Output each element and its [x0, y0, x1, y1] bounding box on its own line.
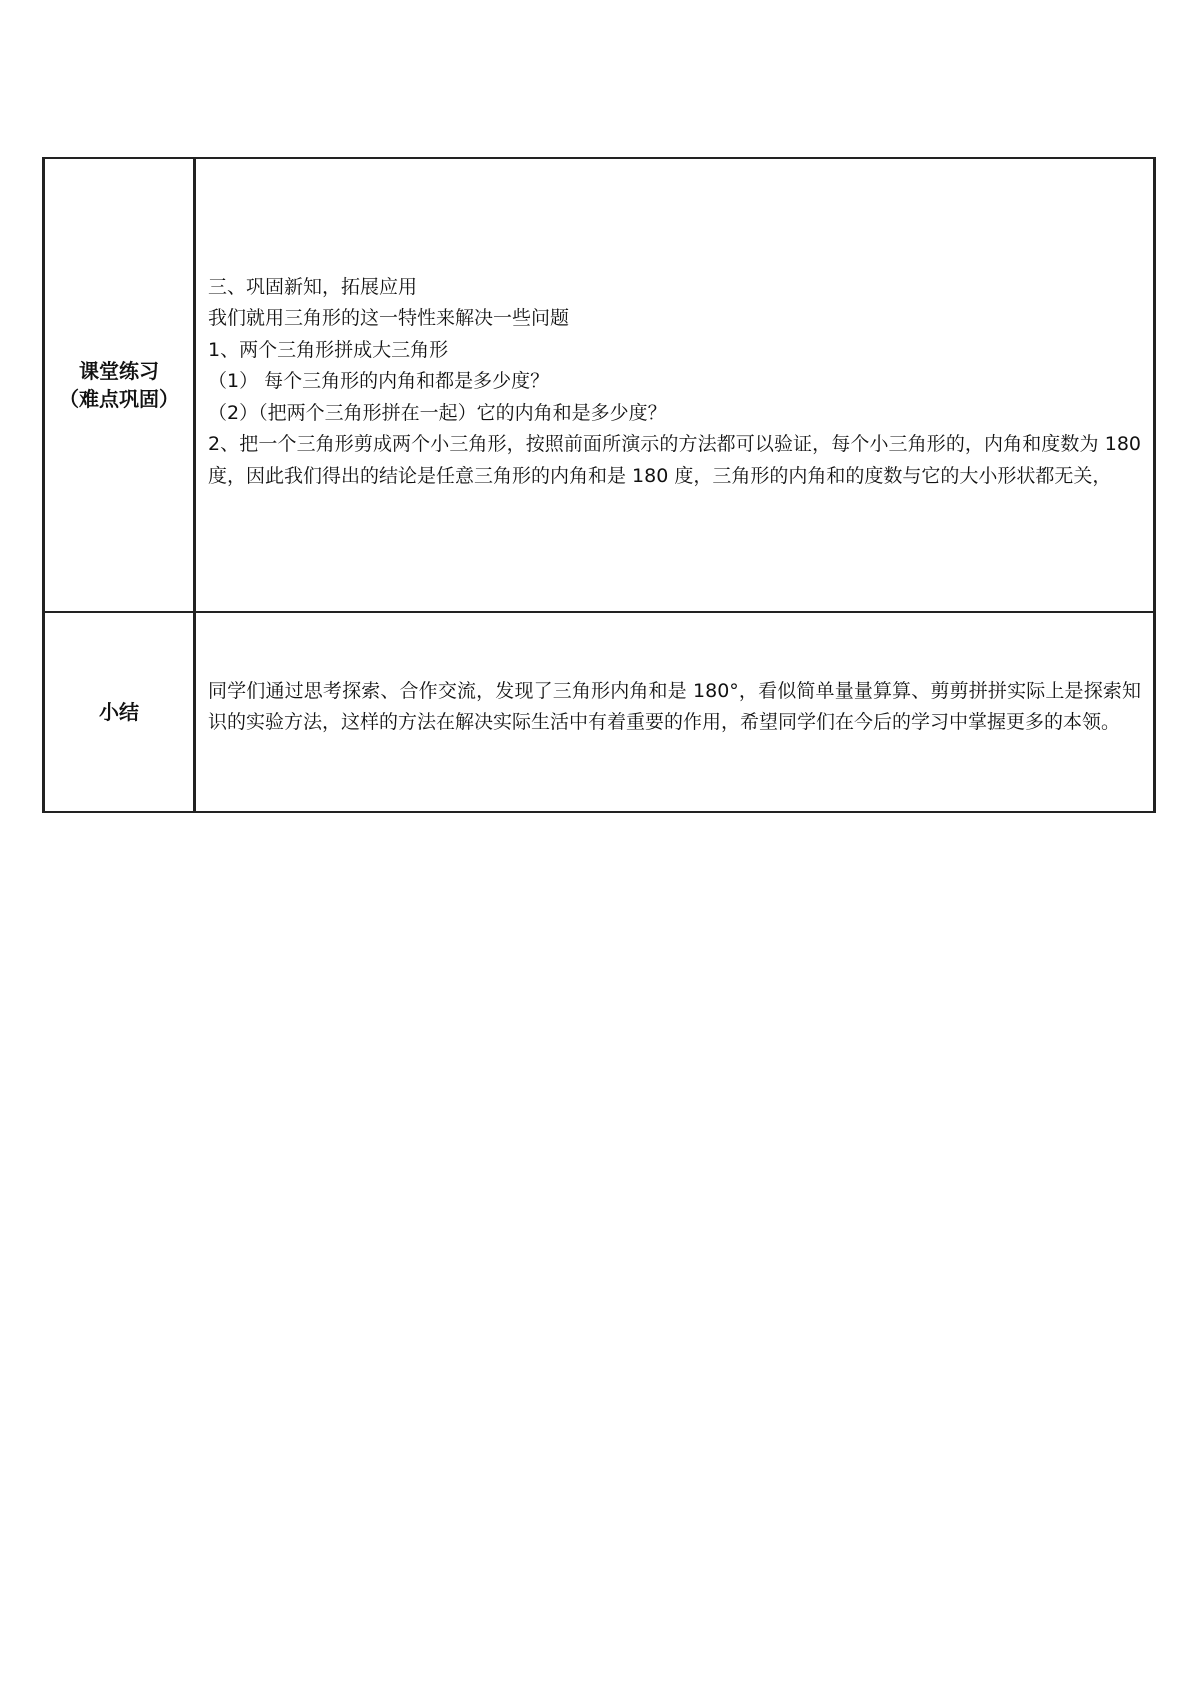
practice-label-cell: [44, 158, 195, 612]
practice-question-1: （1） 每个三角形的内角和都是多少度？: [208, 370, 550, 393]
practice-label-subtitle: （难点巩固）: [59, 387, 179, 411]
summary-text: 同学们通过思考探索、合作交流，发现了三角形内角和是 180°，看似简单量量算算、剪剪拼拼实际上是探索知识的实验方法，这样的方法在解决实际生活中有着重要的作用，希望同学们在今后的学习中掌握更多的本领。: [208, 679, 1141, 733]
table-row-practice: [44, 158, 1155, 612]
practice-heading: 三、巩固新知，拓展应用: [208, 275, 418, 298]
practice-label-title: 课堂练习: [79, 359, 159, 383]
practice-question-2: （2）（把两个三角形拼在一起）它的内角和是多少度？: [208, 401, 667, 424]
summary-label: 小结: [99, 700, 139, 724]
practice-intro: 我们就用三角形的这一特性来解决一些问题: [208, 307, 570, 330]
lesson-plan-table: [42, 157, 1156, 813]
summary-content: [208, 676, 1141, 739]
summary-content-cell: [195, 612, 1155, 812]
table-row-summary: [44, 612, 1155, 812]
summary-label-cell: [44, 612, 195, 812]
practice-item-2: 2、把一个三角形剪成两个小三角形，按照前面所演示的方法都可以验证，每个小三角形的，内角和度数为 180 度，因此我们得出的结论是任意三角形的内角和是 180 度，三角形的内角和的度数与它的大小形状都无关，: [208, 433, 1141, 487]
practice-item-1: 1、两个三角形拼成大三角形: [208, 338, 449, 361]
practice-content: [208, 272, 1141, 493]
practice-content-cell: [195, 158, 1155, 612]
